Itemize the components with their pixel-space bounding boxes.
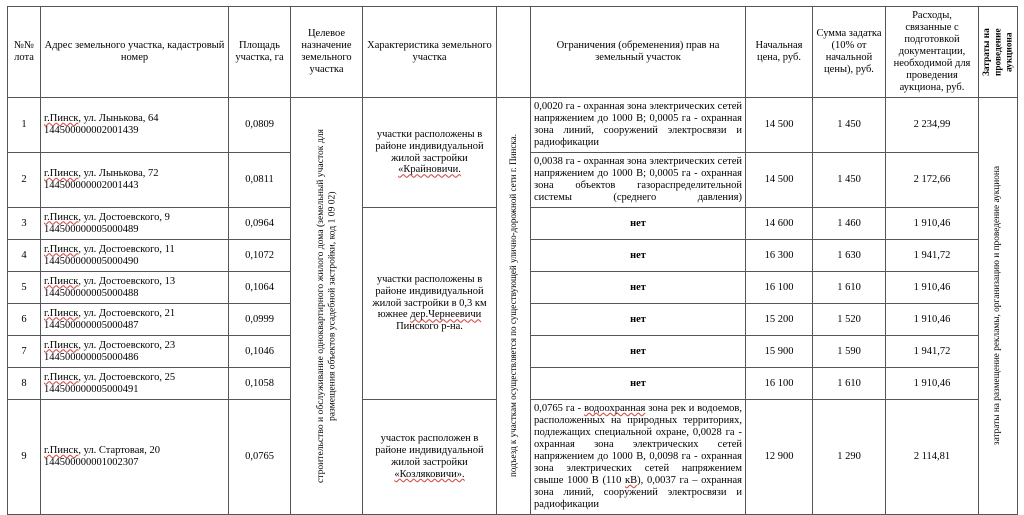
street-name: , ул. Стартовая, 20 bbox=[78, 445, 160, 457]
access-text: подъезд к участкам осуществляется по существующей улично-дорожной сети г. Пинска. bbox=[507, 134, 518, 478]
cell-restrictions: нет bbox=[531, 208, 746, 240]
restr-part-2: зона рек и водоемов, расположенных на природных территориях, подлежащих специальной охране, 0,0028 га - охранная зона электрических сетей напряжением до 1000 В, 0,0098 га - охранная зона электрических сетей напряжением свыше 1000 В (110 bbox=[534, 403, 742, 486]
restr-spell-2: кВ bbox=[625, 474, 638, 486]
street-name: , ул. Достоевского, 9 bbox=[78, 211, 170, 223]
cell-deposit: 1 450 bbox=[813, 98, 886, 153]
cell-costs: 2 114,81 bbox=[886, 400, 979, 515]
cell-address bbox=[41, 153, 229, 208]
table-header bbox=[8, 7, 1018, 98]
cell-address bbox=[41, 368, 229, 400]
table-row bbox=[8, 98, 1018, 153]
header-deposit: Сумма задатка (10% от начальной цены), руб. bbox=[813, 7, 886, 98]
cadastral-number: 144500000005000490 bbox=[44, 255, 139, 267]
street-name: , ул. Достоевского, 25 bbox=[78, 371, 176, 383]
cell-start-price: 16 100 bbox=[746, 368, 813, 400]
expenses-text: затраты на размещение рекламы, организацию и проведение аукциона bbox=[992, 166, 1003, 446]
cell-restrictions: 0,0020 га - охранная зона электрических сетей напряжением до 1000 В; 0,0005 га - охранная зона линий, сооружений электросвязи и радиофикации bbox=[531, 98, 746, 153]
cell-costs: 2 234,99 bbox=[886, 98, 979, 153]
header-lot: №№ лота bbox=[8, 7, 41, 98]
street-name: , ул. Достоевского, 23 bbox=[78, 339, 176, 351]
cadastral-number: 144500000005000488 bbox=[44, 287, 139, 299]
city-name: г.Пинск bbox=[44, 113, 79, 125]
cell-area: 0,1072 bbox=[229, 240, 291, 272]
restr-part-1: 0,0765 га - bbox=[534, 403, 585, 415]
city-name: г.Пинск bbox=[44, 275, 79, 287]
header-characteristic: Характеристика земельного участка bbox=[363, 7, 497, 98]
cell-restrictions bbox=[531, 400, 746, 515]
street-name: , ул. Лынькова, 64 bbox=[78, 113, 159, 125]
restr-part-3: ), 0,0037 га – охранная зона линий, сооружений электросвязи и радиофикации bbox=[534, 474, 743, 510]
cell-characteristic-group-2 bbox=[363, 208, 497, 400]
cell-costs: 2 172,66 bbox=[886, 153, 979, 208]
characteristic-place: «Крайновичи. bbox=[398, 164, 461, 176]
header-start-price: Начальная цена, руб. bbox=[746, 7, 813, 98]
cell-address bbox=[41, 98, 229, 153]
cell-deposit: 1 590 bbox=[813, 336, 886, 368]
city-name: г.Пинск bbox=[44, 445, 79, 457]
cell-lot: 7 bbox=[8, 336, 41, 368]
header-access bbox=[497, 7, 531, 98]
cell-costs: 1 910,46 bbox=[886, 272, 979, 304]
header-address: Адрес земельного участка, кадастровый номер bbox=[41, 7, 229, 98]
cell-start-price: 16 100 bbox=[746, 272, 813, 304]
city-name: г.Пинск bbox=[44, 168, 79, 180]
cell-lot: 5 bbox=[8, 272, 41, 304]
cell-start-price: 15 200 bbox=[746, 304, 813, 336]
cell-deposit: 1 450 bbox=[813, 153, 886, 208]
cell-address bbox=[41, 336, 229, 368]
characteristic-place: дер.Чернеевичи bbox=[410, 309, 482, 321]
cell-address bbox=[41, 272, 229, 304]
characteristic-tail: Пинского р-на. bbox=[396, 321, 463, 333]
cadastral-number: 144500000005000491 bbox=[44, 383, 139, 395]
header-area: Площадь участка, га bbox=[229, 7, 291, 98]
cell-restrictions: нет bbox=[531, 240, 746, 272]
characteristic-lead: участки расположены в районе индивидуальной жилой застройки bbox=[375, 128, 484, 164]
characteristic-lead: участки расположены в районе индивидуальной жилой застройки в 0,3 км южнее bbox=[372, 273, 487, 321]
cadastral-number: 144500000005000489 bbox=[44, 223, 139, 235]
cell-address bbox=[41, 208, 229, 240]
city-name: г.Пинск bbox=[44, 307, 79, 319]
cell-lot: 3 bbox=[8, 208, 41, 240]
street-name: , ул. Достоевского, 11 bbox=[78, 243, 175, 255]
cell-costs: 1 941,72 bbox=[886, 240, 979, 272]
cell-costs: 1 941,72 bbox=[886, 336, 979, 368]
cell-lot: 2 bbox=[8, 153, 41, 208]
cell-address bbox=[41, 304, 229, 336]
table-body bbox=[8, 98, 1018, 515]
cell-start-price: 14 500 bbox=[746, 153, 813, 208]
cell-area: 0,0765 bbox=[229, 400, 291, 515]
cell-start-price: 16 300 bbox=[746, 240, 813, 272]
characteristic-lead: участок расположен в районе индивидуальной жилой застройки bbox=[375, 433, 484, 468]
cell-area: 0,0809 bbox=[229, 98, 291, 153]
cadastral-number: 144500000002001439 bbox=[44, 125, 139, 136]
header-restrictions: Ограничения (обременения) прав на земельный участок bbox=[531, 7, 746, 98]
city-name: г.Пинск bbox=[44, 339, 79, 351]
cell-deposit: 1 520 bbox=[813, 304, 886, 336]
street-name: , ул. Достоевского, 13 bbox=[78, 275, 176, 287]
cell-area: 0,0964 bbox=[229, 208, 291, 240]
cell-restrictions: 0,0038 га - охранная зона электрических сетей напряжением до 1000 В; 0,0005 га - охранная зона объектов газораспределительной системы (среднего давления) bbox=[531, 153, 746, 208]
cell-start-price: 14 600 bbox=[746, 208, 813, 240]
city-name: г.Пинск bbox=[44, 243, 79, 255]
land-auction-table bbox=[7, 6, 1018, 515]
street-name: , ул. Лынькова, 72 bbox=[78, 168, 159, 180]
cadastral-number: 144500000001002307 bbox=[44, 457, 139, 468]
cell-costs: 1 910,46 bbox=[886, 368, 979, 400]
cell-area: 0,1064 bbox=[229, 272, 291, 304]
cadastral-number: 144500000002001443 bbox=[44, 180, 139, 191]
cell-start-price: 15 900 bbox=[746, 336, 813, 368]
cell-start-price: 12 900 bbox=[746, 400, 813, 515]
characteristic-place: «Козляковичи». bbox=[394, 468, 465, 480]
cell-area: 0,0811 bbox=[229, 153, 291, 208]
cell-restrictions: нет bbox=[531, 368, 746, 400]
street-name: , ул. Достоевского, 21 bbox=[78, 307, 176, 319]
cell-restrictions: нет bbox=[531, 304, 746, 336]
cell-restrictions: нет bbox=[531, 336, 746, 368]
restr-spell-1: водоохранная bbox=[584, 403, 646, 415]
header-expenses bbox=[979, 7, 1018, 98]
cell-restrictions: нет bbox=[531, 272, 746, 304]
cell-deposit: 1 610 bbox=[813, 368, 886, 400]
cell-access-merged bbox=[497, 98, 531, 515]
cell-characteristic-group-1 bbox=[363, 98, 497, 208]
header-expenses-label: Затраты на проведение аукциона bbox=[982, 28, 1015, 76]
cell-lot: 8 bbox=[8, 368, 41, 400]
cell-deposit: 1 460 bbox=[813, 208, 886, 240]
cadastral-number: 144500000005000487 bbox=[44, 319, 139, 331]
cell-area: 0,0999 bbox=[229, 304, 291, 336]
cell-purpose-merged bbox=[291, 98, 363, 515]
cell-area: 0,1058 bbox=[229, 368, 291, 400]
cell-lot: 9 bbox=[8, 400, 41, 515]
header-purpose: Целевое назначение земельного участка bbox=[291, 7, 363, 98]
city-name: г.Пинск bbox=[44, 371, 79, 383]
cell-address bbox=[41, 240, 229, 272]
cell-start-price: 14 500 bbox=[746, 98, 813, 153]
cell-deposit: 1 290 bbox=[813, 400, 886, 515]
city-name: г.Пинск bbox=[44, 211, 79, 223]
cell-lot: 4 bbox=[8, 240, 41, 272]
cell-lot: 6 bbox=[8, 304, 41, 336]
cell-area: 0,1046 bbox=[229, 336, 291, 368]
header-row bbox=[8, 7, 1018, 98]
cell-expenses-merged bbox=[979, 98, 1018, 515]
cadastral-number: 144500000005000486 bbox=[44, 351, 139, 363]
cell-deposit: 1 610 bbox=[813, 272, 886, 304]
cell-costs: 1 910,46 bbox=[886, 208, 979, 240]
cell-lot: 1 bbox=[8, 98, 41, 153]
header-costs: Расходы, связанные с подготовкой документации, необходимой для проведения аукциона, руб. bbox=[886, 7, 979, 98]
cell-address bbox=[41, 400, 229, 515]
cell-deposit: 1 630 bbox=[813, 240, 886, 272]
cell-costs: 1 910,46 bbox=[886, 304, 979, 336]
cell-characteristic-group-3 bbox=[363, 400, 497, 515]
purpose-text: строительство и обслуживание одноквартирного жилого дома (земельный участок для размещения объектов усадебной застройки, код 1 09 02) bbox=[314, 129, 338, 483]
